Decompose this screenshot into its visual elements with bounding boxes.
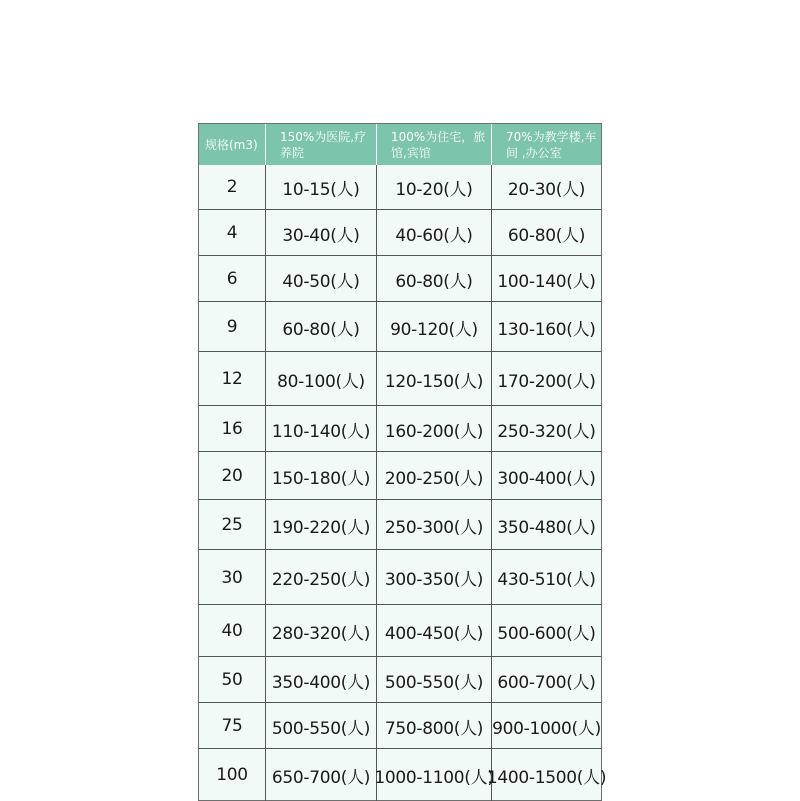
cell-residential: 400-450(人): [376, 605, 491, 657]
cell-office: 1400-1500(人): [491, 749, 601, 801]
cell-spec: 6: [226, 269, 238, 289]
cell-spec: 100: [216, 765, 248, 785]
table-row: [199, 604, 601, 657]
table-row: [199, 748, 607, 801]
cell-office: 250-320(人): [491, 406, 601, 452]
cell-hospital: 220-250(人): [265, 550, 376, 605]
cell-spec: 50: [221, 670, 243, 690]
cell-spec: 40: [221, 621, 243, 641]
cell-spec: 16: [221, 419, 243, 439]
cell-residential: 90-120(人): [376, 302, 491, 352]
cell-office: 600-700(人): [491, 657, 601, 703]
cell-hospital: 150-180(人): [265, 452, 376, 500]
cell-residential: 250-300(人): [376, 500, 491, 550]
cell-office: 900-1000(人): [491, 703, 601, 749]
table-row: [199, 301, 601, 352]
cell-spec: 2: [226, 177, 238, 197]
cell-spec: 12: [221, 369, 243, 389]
cell-office: 500-600(人): [491, 605, 601, 657]
cell-hospital: 190-220(人): [265, 500, 376, 550]
cell-spec: 9: [226, 317, 238, 337]
cell-residential: 1000-1100(人): [376, 749, 491, 801]
cell-residential: 120-150(人): [376, 352, 491, 406]
cell-hospital: 110-140(人): [265, 406, 376, 452]
cell-hospital: 60-80(人): [265, 302, 376, 352]
capacity-spec-table: [198, 123, 607, 801]
table-row: [199, 656, 601, 703]
cell-residential: 40-60(人): [376, 210, 491, 256]
table-row: [199, 499, 601, 550]
header-office: 70%为教学楼,车间 ,办公室: [491, 124, 601, 165]
table-row: [199, 405, 601, 452]
cell-office: 170-200(人): [491, 352, 601, 406]
cell-residential: 60-80(人): [376, 256, 491, 302]
table-row: [199, 351, 601, 406]
cell-office: 100-140(人): [491, 256, 601, 302]
cell-office: 300-400(人): [491, 452, 601, 500]
cell-residential: 750-800(人): [376, 703, 491, 749]
cell-hospital: 40-50(人): [265, 256, 376, 302]
cell-residential: 300-350(人): [376, 550, 491, 605]
cell-hospital: 80-100(人): [265, 352, 376, 406]
cell-hospital: 350-400(人): [265, 657, 376, 703]
cell-office: 60-80(人): [491, 210, 601, 256]
table-row: [199, 209, 601, 256]
cell-spec: 25: [221, 515, 243, 535]
table-row: [199, 549, 601, 605]
cell-office: 430-510(人): [491, 550, 601, 605]
cell-residential: 10-20(人): [376, 165, 491, 209]
cell-residential: 500-550(人): [376, 657, 491, 703]
cell-spec: 20: [221, 466, 243, 486]
cell-office: 20-30(人): [491, 165, 601, 209]
cell-office: 130-160(人): [491, 302, 601, 352]
header-residential: 100%为住宅，旅馆,宾馆: [376, 124, 491, 165]
table-row: [199, 165, 601, 209]
cell-hospital: 500-550(人): [265, 703, 376, 749]
table-row: [199, 255, 601, 302]
header-hospital: 150%为医院,疗养院: [265, 124, 376, 165]
cell-hospital: 280-320(人): [265, 605, 376, 657]
cell-spec: 30: [221, 567, 243, 588]
table-row: [199, 451, 601, 500]
cell-spec: 4: [226, 223, 238, 243]
cell-hospital: 30-40(人): [265, 210, 376, 256]
table-header-row: [199, 124, 601, 165]
cell-spec: 75: [221, 716, 243, 736]
cell-residential: 160-200(人): [376, 406, 491, 452]
cell-residential: 200-250(人): [376, 452, 491, 500]
cell-hospital: 650-700(人): [265, 749, 376, 801]
table-row: [199, 702, 601, 749]
cell-hospital: 10-15(人): [265, 165, 376, 209]
header-spec: 规格(m3): [205, 137, 258, 152]
cell-office: 350-480(人): [491, 500, 601, 550]
